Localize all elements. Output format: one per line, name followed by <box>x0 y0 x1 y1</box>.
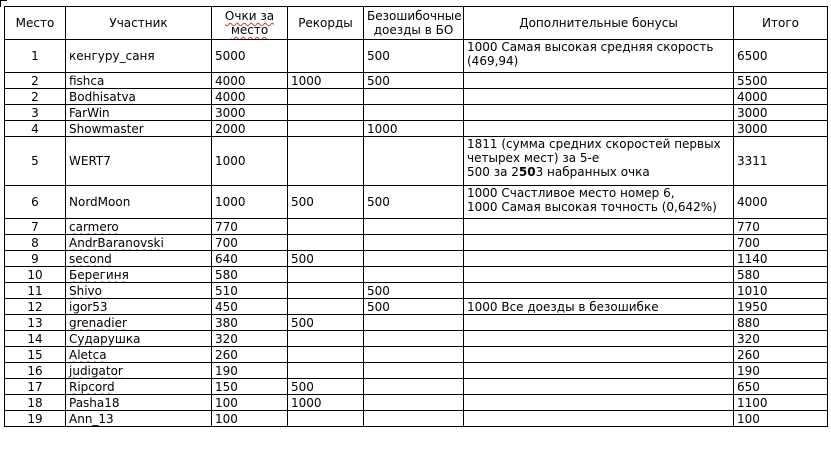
cell-bonus <box>464 347 734 363</box>
cell-participant: grenadier <box>66 315 212 331</box>
cell-participant: Pasha18 <box>66 395 212 411</box>
cell-points: 100 <box>212 411 288 427</box>
cell-participant: Ann_13 <box>66 411 212 427</box>
cell-bonus <box>464 251 734 267</box>
cell-bonus <box>464 363 734 379</box>
cell-errorless: 500 <box>364 283 464 299</box>
header-row <box>5 7 828 40</box>
cell-total: 320 <box>734 331 828 347</box>
cell-participant: judigator <box>66 363 212 379</box>
cell-participant: carmero <box>66 219 212 235</box>
cell-total: 1010 <box>734 283 828 299</box>
cell-place: 14 <box>5 331 66 347</box>
cell-place: 15 <box>5 347 66 363</box>
cell-participant: WERT7 <box>66 137 212 186</box>
cell-total: 3311 <box>734 137 828 186</box>
cell-points: 640 <box>212 251 288 267</box>
cell-points: 1000 <box>212 137 288 186</box>
cell-points: 2000 <box>212 121 288 137</box>
cell-participant: Aletca <box>66 347 212 363</box>
table-row <box>5 411 828 427</box>
header-place: Место <box>5 7 66 40</box>
cell-place: 11 <box>5 283 66 299</box>
cell-points: 380 <box>212 315 288 331</box>
table-row <box>5 283 828 299</box>
table-row <box>5 137 828 186</box>
cell-records <box>288 363 364 379</box>
cell-total: 6500 <box>734 40 828 73</box>
table-row <box>5 235 828 251</box>
cell-errorless <box>364 267 464 283</box>
table-row <box>5 315 828 331</box>
cell-errorless <box>364 235 464 251</box>
table-row <box>5 40 828 73</box>
cell-place: 19 <box>5 411 66 427</box>
cell-records <box>288 105 364 121</box>
cell-bonus <box>464 121 734 137</box>
cell-total: 580 <box>734 267 828 283</box>
results-table <box>4 6 828 427</box>
cell-errorless <box>364 411 464 427</box>
cell-points: 3000 <box>212 105 288 121</box>
cell-place: 18 <box>5 395 66 411</box>
cell-participant: fishca <box>66 73 212 89</box>
table-row <box>5 363 828 379</box>
cell-records: 500 <box>288 379 364 395</box>
cell-participant: NordMoon <box>66 186 212 219</box>
cell-place: 17 <box>5 379 66 395</box>
cell-errorless <box>364 347 464 363</box>
cell-participant: Showmaster <box>66 121 212 137</box>
cell-place: 2 <box>5 73 66 89</box>
cell-place: 2 <box>5 89 66 105</box>
table-row <box>5 219 828 235</box>
cell-records <box>288 331 364 347</box>
cell-records <box>288 347 364 363</box>
cell-records <box>288 283 364 299</box>
cell-place: 13 <box>5 315 66 331</box>
cell-bonus <box>464 315 734 331</box>
cell-bonus <box>464 105 734 121</box>
header-participant: Участник <box>66 7 212 40</box>
cell-total: 190 <box>734 363 828 379</box>
cell-participant: Bodhisatva <box>66 89 212 105</box>
cell-errorless: 500 <box>364 186 464 219</box>
table-row <box>5 121 828 137</box>
table-row <box>5 89 828 105</box>
cell-errorless: 500 <box>364 73 464 89</box>
cell-points: 260 <box>212 347 288 363</box>
cell-total: 880 <box>734 315 828 331</box>
cell-participant: FarWin <box>66 105 212 121</box>
cell-records <box>288 89 364 105</box>
cell-errorless: 500 <box>364 40 464 73</box>
cell-bonus <box>464 73 734 89</box>
cell-points: 320 <box>212 331 288 347</box>
cell-participant: second <box>66 251 212 267</box>
cell-bonus <box>464 267 734 283</box>
cell-errorless <box>364 315 464 331</box>
cell-bonus <box>464 379 734 395</box>
cell-place: 5 <box>5 137 66 186</box>
table-row <box>5 299 828 315</box>
cell-participant: igor53 <box>66 299 212 315</box>
cell-participant: кенгуру_саня <box>66 40 212 73</box>
cell-participant: Shivo <box>66 283 212 299</box>
table-row <box>5 347 828 363</box>
table-row <box>5 379 828 395</box>
cell-points: 5000 <box>212 40 288 73</box>
cell-records <box>288 121 364 137</box>
cell-errorless <box>364 89 464 105</box>
cell-points: 450 <box>212 299 288 315</box>
cell-bonus: 1811 (сумма средних скоростей первых четырех мест) за 5-е 500 за 2503 набранных очка <box>464 137 734 186</box>
cell-bonus <box>464 219 734 235</box>
cell-points: 190 <box>212 363 288 379</box>
cell-total: 650 <box>734 379 828 395</box>
cell-participant: Сударушка <box>66 331 212 347</box>
cell-points: 580 <box>212 267 288 283</box>
cell-total: 260 <box>734 347 828 363</box>
cell-points: 100 <box>212 395 288 411</box>
header-total: Итого <box>734 7 828 40</box>
header-bonus: Дополнительные бонусы <box>464 7 734 40</box>
cell-points: 700 <box>212 235 288 251</box>
cell-total: 1950 <box>734 299 828 315</box>
cell-errorless: 1000 <box>364 121 464 137</box>
cell-place: 6 <box>5 186 66 219</box>
cell-errorless: 500 <box>364 299 464 315</box>
cell-points: 510 <box>212 283 288 299</box>
cell-total: 3000 <box>734 121 828 137</box>
table-row <box>5 251 828 267</box>
cell-place: 7 <box>5 219 66 235</box>
cell-bonus: 1000 Счастливое место номер 6, 1000 Самая высокая точность (0,642%) <box>464 186 734 219</box>
cell-records <box>288 40 364 73</box>
cell-total: 770 <box>734 219 828 235</box>
table-row <box>5 395 828 411</box>
cell-points: 1000 <box>212 186 288 219</box>
header-records: Рекорды <box>288 7 364 40</box>
header-errorless: Безошибочные доезды в БО <box>364 7 464 40</box>
cell-points: 150 <box>212 379 288 395</box>
cell-records <box>288 235 364 251</box>
cell-place: 12 <box>5 299 66 315</box>
cell-records: 500 <box>288 315 364 331</box>
cell-total: 4000 <box>734 186 828 219</box>
header-points: Очки за место <box>212 7 288 40</box>
cell-total: 100 <box>734 411 828 427</box>
cell-place: 3 <box>5 105 66 121</box>
cell-records: 500 <box>288 186 364 219</box>
cell-errorless <box>364 251 464 267</box>
cell-bonus: 1000 Все доезды в безошибке <box>464 299 734 315</box>
cell-records <box>288 219 364 235</box>
table-row <box>5 186 828 219</box>
cell-points: 4000 <box>212 89 288 105</box>
cell-errorless <box>364 379 464 395</box>
cell-total: 1100 <box>734 395 828 411</box>
table-row <box>5 331 828 347</box>
cell-errorless <box>364 395 464 411</box>
cell-participant: Ripcord <box>66 379 212 395</box>
cell-total: 4000 <box>734 89 828 105</box>
cell-total: 1140 <box>734 251 828 267</box>
cell-errorless <box>364 363 464 379</box>
cell-errorless <box>364 219 464 235</box>
cell-records: 500 <box>288 251 364 267</box>
cell-records <box>288 299 364 315</box>
table-row <box>5 267 828 283</box>
cell-records <box>288 137 364 186</box>
cell-bonus <box>464 89 734 105</box>
cell-bonus: 1000 Самая высокая средняя скорость (469,94) <box>464 40 734 73</box>
cell-records: 1000 <box>288 395 364 411</box>
cell-place: 1 <box>5 40 66 73</box>
cell-errorless <box>364 137 464 186</box>
cell-place: 4 <box>5 121 66 137</box>
cell-total: 3000 <box>734 105 828 121</box>
table-row <box>5 105 828 121</box>
cell-participant: Берегиня <box>66 267 212 283</box>
cell-bonus <box>464 395 734 411</box>
cell-bonus <box>464 331 734 347</box>
cell-points: 770 <box>212 219 288 235</box>
cell-bonus <box>464 283 734 299</box>
cell-points: 4000 <box>212 73 288 89</box>
cell-records <box>288 411 364 427</box>
cell-place: 9 <box>5 251 66 267</box>
cell-errorless <box>364 331 464 347</box>
cell-bonus <box>464 411 734 427</box>
cell-place: 10 <box>5 267 66 283</box>
cell-records <box>288 267 364 283</box>
cell-bonus <box>464 235 734 251</box>
cell-place: 8 <box>5 235 66 251</box>
cell-total: 5500 <box>734 73 828 89</box>
cell-records: 1000 <box>288 73 364 89</box>
table-row <box>5 73 828 89</box>
cell-participant: AndrBaranovski <box>66 235 212 251</box>
cell-total: 700 <box>734 235 828 251</box>
cell-errorless <box>364 105 464 121</box>
cell-place: 16 <box>5 363 66 379</box>
